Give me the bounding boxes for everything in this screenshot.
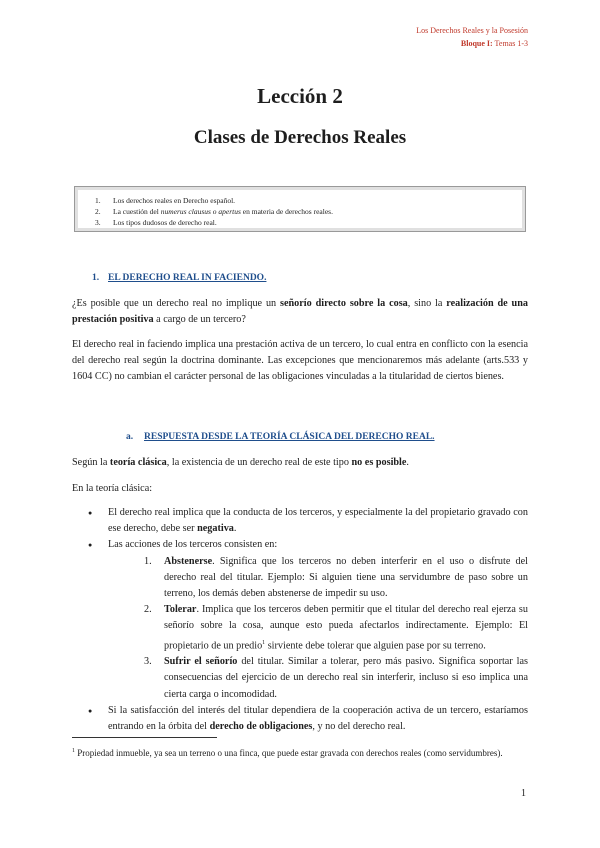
header-title: Los Derechos Reales y la Posesión xyxy=(416,26,528,35)
header-block: Bloque I: Temas 1-3 xyxy=(460,39,528,48)
classic-paragraph: Según la teoría clásica, la existencia de un derecho real de este tipo no es posible. xyxy=(72,457,409,468)
list-item: ● Las acciones de los terceros consisten en: 1. Abstenerse. Significa que los terceros no deben interferir en el uso o disfrute del derecho real del titular. Ejemplo: Si alguien tiene una servidumbre de paso sobre un terreno, los demás deben abstenerse de impedir su uso. 2. Tolerar. Implica que los terceros deben permitir que el titular del derecho real ejerza su señorío sobre la cosa, aunque esto pueda afectarlos indirectamente. Ejemplo: El propietario de un predio$^1$ sirviente debe tolerar que alguien pase por su terreno. 3. Sufrir el señorío del titular. Similar a tolerar, pero más pasivo. Significa soportar las consecuencias del ejercicio de un derecho real sin interferir, incluso si eso implica una cierta carga o incomodidad. xyxy=(72,537,528,702)
body-paragraph: El derecho real in faciendo implica una prestación activa de un tercero, lo cual entra en conflicto con la esencia del derecho real según la doctrina dominante. Las excepciones que mencionaremos más adelante (arts.533 y 1604 CC) no cambian el carácter personal de las obligaciones vinculadas a la titularidad de ciertos bienes. xyxy=(72,339,528,383)
section-heading: 1. EL DERECHO REAL IN FACIENDO. xyxy=(92,273,267,283)
table-of-contents xyxy=(74,186,526,232)
subsection-heading: a. RESPUESTA DESDE LA TEORÍA CLÁSICA DEL DERECHO REAL. xyxy=(126,432,435,442)
bullet-list xyxy=(72,505,528,735)
sub-list-item: 2. Tolerar. Implica que los terceros deben permitir que el titular del derecho real ejerza su señorío sobre la cosa, aunque esto pueda afectarlos indirectamente. Ejemplo: El propietario de un predio$^1$ sirviente debe tolerar que alguien pase por su terreno. xyxy=(144,604,528,652)
sub-list-item: 3. Sufrir el señorío del titular. Similar a tolerar, pero más pasivo. Significa soportar las consecuencias del ejercicio de un derecho real sin interferir, incluso si eso implica una cierta carga o incomodidad. xyxy=(144,656,528,700)
list-item: ● Si la satisfacción del interés del titular dependiera de la cooperación activa de un tercero, estaríamos entrando en la órbita del derecho de obligaciones, y no del derecho real. xyxy=(72,703,528,735)
intro-line: En la teoría clásica: xyxy=(72,483,153,494)
toc-item[interactable]: 2. La cuestión del numerus clausus o apertus en materia de derechos reales. xyxy=(95,207,333,216)
sub-list xyxy=(108,554,528,703)
lesson-title: Clases de Derechos Reales xyxy=(193,127,407,148)
list-item: ● El derecho real implica que la conducta de los terceros, y especialmente la del propietario gravado con ese derecho, debe ser negativa. xyxy=(72,505,528,537)
footnote: $^1$ Propiedad inmueble, ya sea un terreno o una finca, que puede estar gravada con derechos reales (como servidumbres). xyxy=(72,748,503,758)
toc-item[interactable]: 3. Los tipos dudosos de derecho real. xyxy=(95,218,217,227)
question-paragraph: ¿Es posible que un derecho real no implique un señorío directo sobre la cosa, sino la realización de una prestación positiva a cargo de un tercero? xyxy=(72,298,528,326)
lesson-number: Lección 2 xyxy=(257,84,343,108)
footnote-ref[interactable]: 1 xyxy=(262,639,266,646)
footnote-separator xyxy=(72,737,217,738)
page-number: 1 xyxy=(521,788,526,799)
running-header xyxy=(416,24,528,50)
sub-list-item: 1. Abstenerse. Significa que los terceros no deben interferir en el uso o disfrute del derecho real del titular. Ejemplo: Si alguien tiene una servidumbre de paso sobre un terreno, los demás deben abstenerse de impedir su uso. xyxy=(144,555,528,600)
toc-item[interactable]: 1. Los derechos reales en Derecho español. xyxy=(95,196,236,205)
